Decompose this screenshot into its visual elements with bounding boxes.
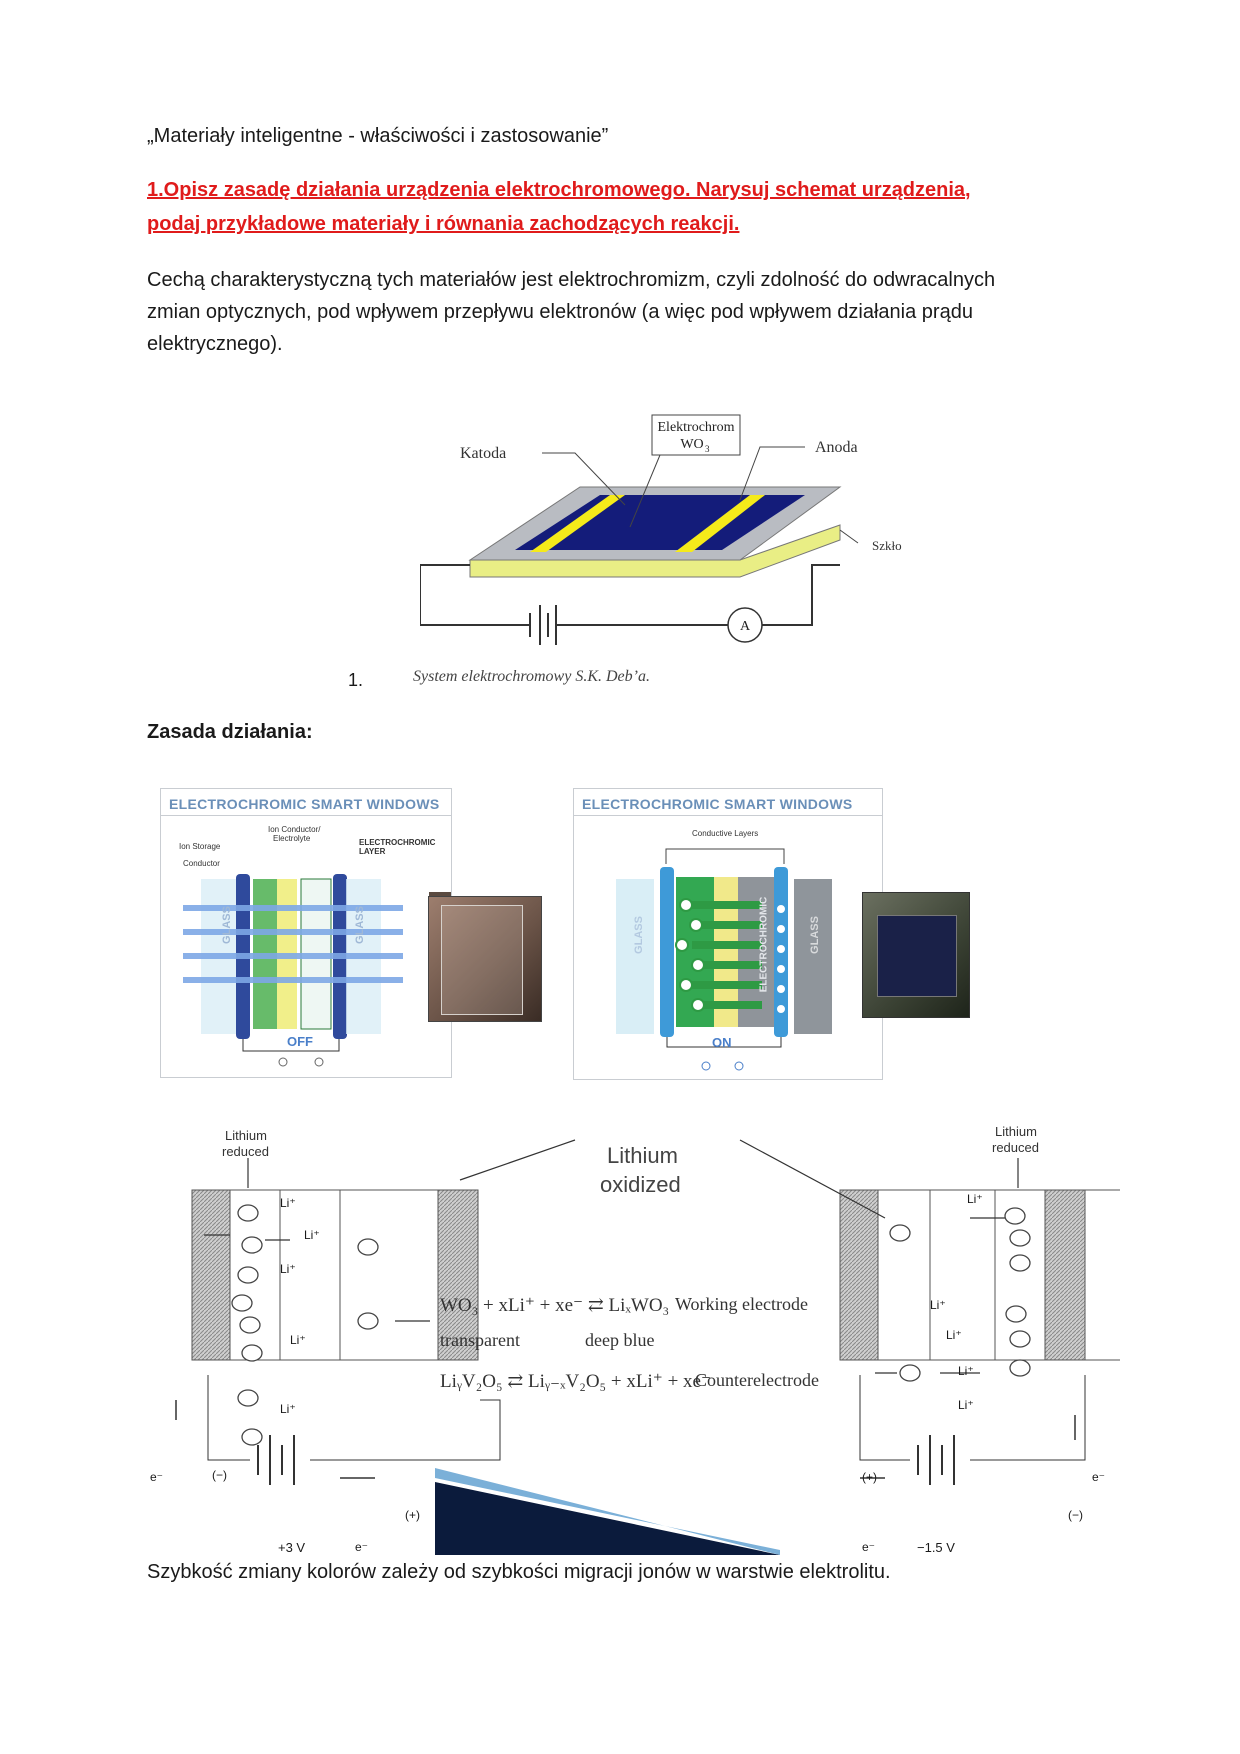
left-wire bbox=[310, 1400, 500, 1460]
left-e-label-2: e⁻ bbox=[355, 1540, 369, 1554]
glass-label-left: GLASS bbox=[220, 906, 233, 944]
state-off-label: OFF bbox=[287, 1034, 313, 1049]
lithium-oxidized-2: oxidized bbox=[600, 1172, 681, 1197]
li-ion-label: Li⁺ bbox=[930, 1298, 946, 1312]
figure-caption: System elektrochromowy S.K. Deb’a. bbox=[413, 668, 650, 685]
li-ion-label: Li⁺ bbox=[304, 1228, 320, 1242]
terminal bbox=[735, 1062, 743, 1070]
left-voltage: +3 V bbox=[278, 1540, 306, 1555]
conductor-bar bbox=[660, 867, 674, 1037]
elektrochrom-label: Elektrochrom bbox=[657, 420, 735, 435]
glass-pane-dark bbox=[794, 879, 832, 1034]
left-electrode-hatch bbox=[192, 1190, 230, 1360]
right-electrode-hatch bbox=[1045, 1190, 1085, 1360]
conductive-layers-label: Conductive Layers bbox=[692, 829, 759, 838]
section-heading: Zasada działania: bbox=[147, 721, 313, 743]
glass-label-right: GLASS bbox=[808, 916, 821, 954]
wo3-subscript: 3 bbox=[705, 444, 710, 454]
on-window-photo bbox=[862, 892, 970, 1018]
li-ion-label: Li⁺ bbox=[280, 1262, 296, 1276]
li-ion-label: Li⁺ bbox=[290, 1333, 306, 1347]
lithium-reduced-left-1: Lithium bbox=[225, 1128, 267, 1143]
li-ion-label: Li⁺ bbox=[280, 1196, 296, 1210]
terminal bbox=[279, 1058, 287, 1066]
ec-layer-label-2: LAYER bbox=[359, 847, 386, 856]
tinted-pane bbox=[877, 915, 957, 997]
electrochromic-vertical-label: ELECTROCHROMIC bbox=[758, 896, 770, 993]
right-plus: (+) bbox=[862, 1470, 877, 1484]
paragraph-line-1: Cechą charakterystyczną tych materiałów jest elektrochromizm, czyli zdolność do odwracalnych bbox=[147, 269, 996, 291]
szklo-leader bbox=[840, 530, 858, 543]
left-e-label: e⁻ bbox=[150, 1470, 164, 1484]
li-ion-label: Li⁺ bbox=[280, 1402, 296, 1416]
ion-conductor-label: Ion Conductor/ bbox=[268, 825, 321, 834]
light-ray bbox=[183, 953, 403, 959]
lithium-reduced-left-2: reduced bbox=[222, 1144, 269, 1159]
question-line-2: podaj przykładowe materiały i równania zachodzących reakcji. bbox=[147, 213, 740, 235]
light-ray bbox=[183, 905, 403, 911]
left-plus: (+) bbox=[405, 1508, 420, 1522]
smart-window-on-title: ELECTROCHROMIC SMART WINDOWS bbox=[582, 796, 853, 812]
equation-counter: LiᵧV₂O₅ ⇄ Liᵧ₋ₓV₂O₅ + xLi⁺ + xe⁻ bbox=[440, 1371, 711, 1392]
terminal bbox=[315, 1058, 323, 1066]
conductor-label: Conductor bbox=[183, 859, 220, 868]
katoda-label: Katoda bbox=[460, 445, 507, 462]
right-e-label-2: e⁻ bbox=[862, 1540, 876, 1554]
paragraph-line-3: elektrycznego). bbox=[147, 333, 283, 355]
deep-blue-label: deep blue bbox=[585, 1330, 655, 1350]
li-ion-label: Li⁺ bbox=[967, 1192, 983, 1206]
terminal bbox=[702, 1062, 710, 1070]
glass-label-left: GLASS bbox=[632, 916, 645, 954]
lithium-oxidized-1: Lithium bbox=[607, 1143, 678, 1168]
paragraph-line-2: zmian optycznych, pod wpływem przepływu elektronów (a więc pod wpływem działania prądu bbox=[147, 301, 973, 323]
lithium-reduced-right-2: reduced bbox=[992, 1140, 1039, 1155]
li-ion-label: Li⁺ bbox=[958, 1398, 974, 1412]
leader bbox=[666, 849, 784, 864]
szklo-label: Szkło bbox=[872, 538, 902, 553]
decorative-banner bbox=[435, 1482, 780, 1555]
right-voltage: −1.5 V bbox=[917, 1540, 955, 1555]
ammeter-label: A bbox=[739, 619, 751, 634]
off-window-photo bbox=[428, 896, 542, 1022]
li-ion-label: Li⁺ bbox=[946, 1328, 962, 1342]
smart-window-on-figure bbox=[573, 788, 883, 1080]
equation-working: WO₃ + xLi⁺ + xe⁻ ⇄ LiₓWO₃ bbox=[440, 1295, 670, 1316]
smart-window-off-figure bbox=[160, 788, 452, 1078]
light-ray bbox=[183, 977, 403, 983]
counterelectrode-label: Counterelectrode bbox=[695, 1370, 819, 1390]
right-e-label: e⁻ bbox=[1092, 1470, 1106, 1484]
figure-electrochromic-system bbox=[420, 405, 920, 660]
pointer bbox=[740, 1140, 885, 1218]
document-title: „Materiały inteligentne - właściwości i zastosowanie” bbox=[147, 125, 609, 147]
circuit-wire-right bbox=[760, 565, 840, 625]
ec-layer-label-1: ELECTROCHROMIC bbox=[359, 838, 436, 847]
right-wire bbox=[970, 1375, 1085, 1460]
left-minus: (−) bbox=[212, 1468, 227, 1482]
right-wire bbox=[860, 1375, 910, 1460]
state-on-label: ON bbox=[712, 1035, 732, 1050]
working-electrode-label: Working electrode bbox=[675, 1294, 808, 1314]
electrolyte-label: Electrolyte bbox=[273, 834, 311, 843]
li-ion-label: Li⁺ bbox=[958, 1364, 974, 1378]
light-ray bbox=[183, 929, 403, 935]
question-line-1: 1.Opisz zasadę działania urządzenia elektrochromowego. Narysuj schemat urządzenia, bbox=[147, 179, 971, 201]
glass-label-right: GLASS bbox=[353, 906, 366, 944]
anoda-label: Anoda bbox=[815, 439, 858, 456]
figure-number: 1. bbox=[348, 670, 364, 690]
final-sentence: Szybkość zmiany kolorów zależy od szybkości migracji jonów w warstwie elektrolitu. bbox=[147, 1561, 891, 1583]
glass-pane bbox=[616, 879, 654, 1034]
right-counter-hatch bbox=[840, 1190, 878, 1360]
ion-storage-label: Ion Storage bbox=[179, 842, 221, 851]
smart-window-off-title: ELECTROCHROMIC SMART WINDOWS bbox=[169, 796, 440, 812]
left-wire bbox=[208, 1375, 250, 1460]
pointer bbox=[460, 1140, 575, 1180]
lithium-reduced-right-1: Lithium bbox=[995, 1124, 1037, 1139]
right-minus: (−) bbox=[1068, 1508, 1083, 1522]
transparent-label: transparent bbox=[440, 1330, 520, 1350]
clear-pane bbox=[441, 905, 523, 1015]
wo3-label: WO bbox=[680, 437, 704, 452]
